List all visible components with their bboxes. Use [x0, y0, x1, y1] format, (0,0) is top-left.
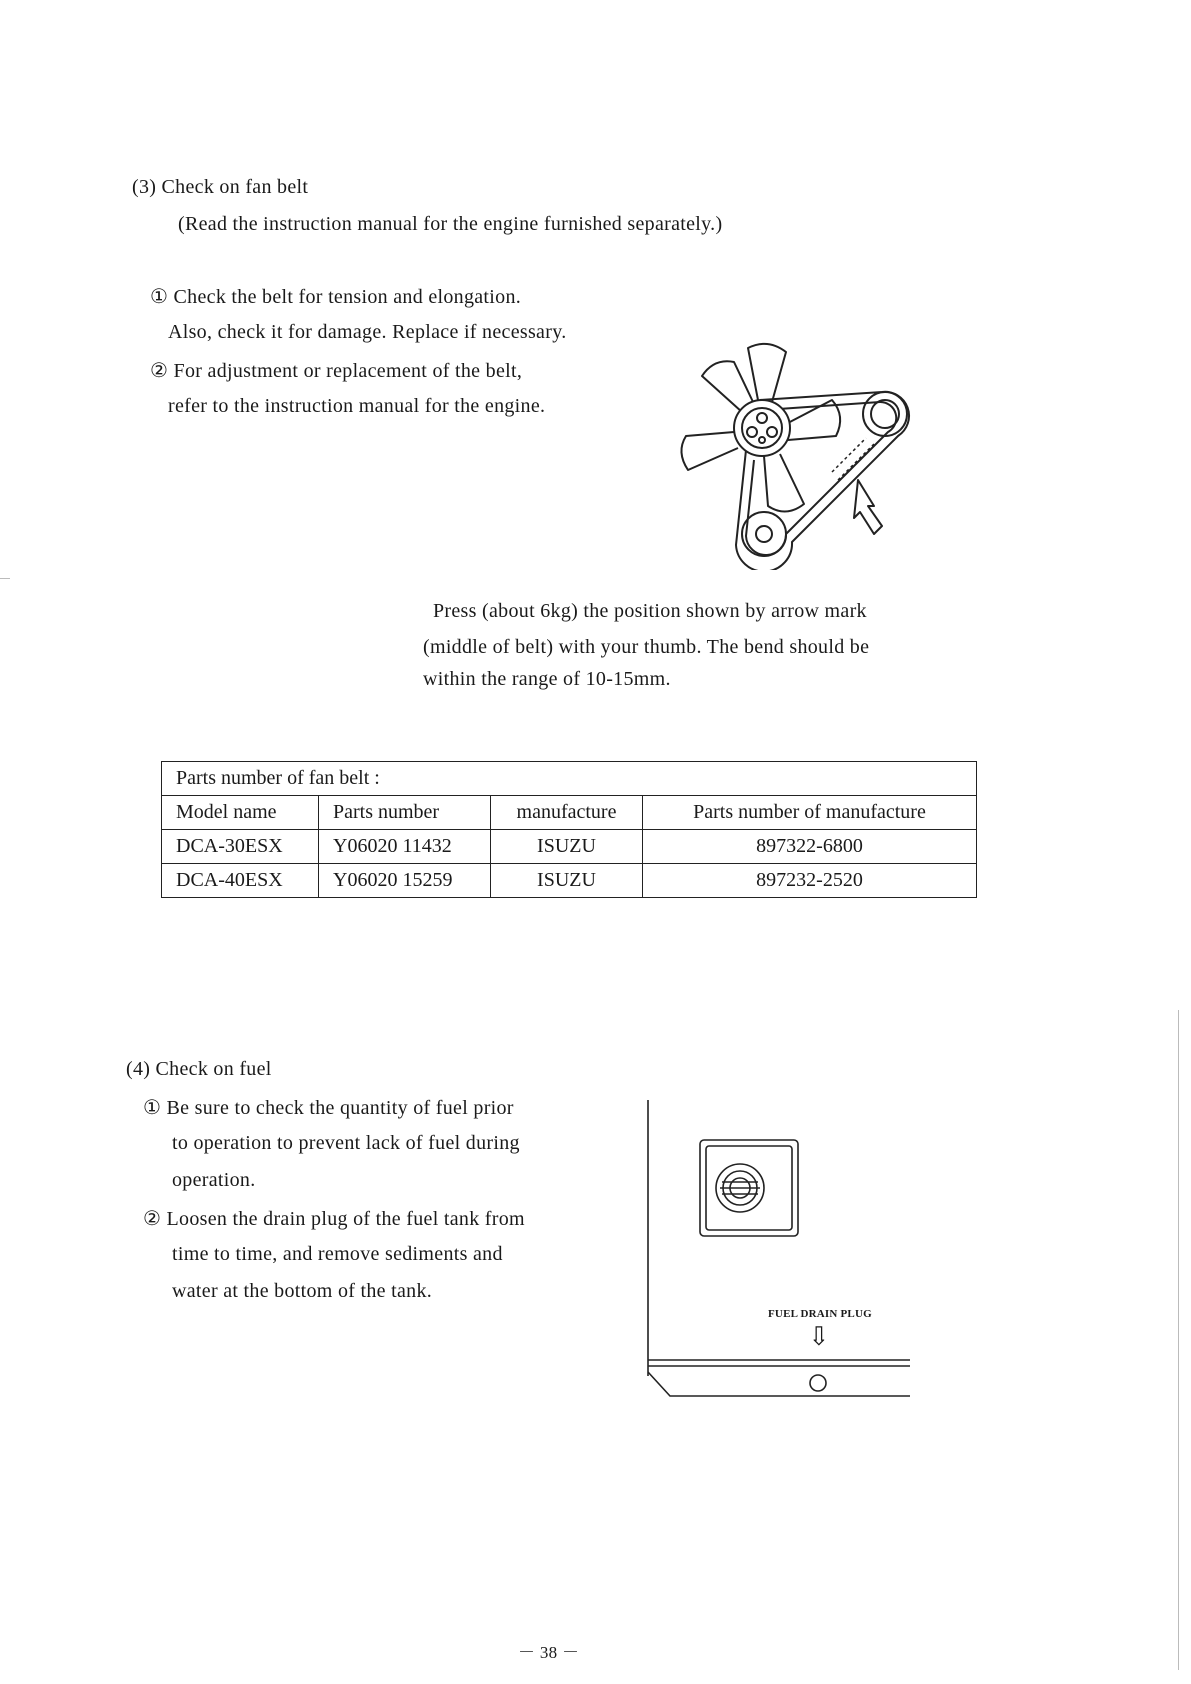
- cell-manufacture: ISUZU: [491, 830, 643, 864]
- table-header-row: [162, 796, 977, 830]
- fuel-item-2-line-3: water at the bottom of the tank.: [172, 1280, 433, 1302]
- cell-manufacture: ISUZU: [491, 864, 643, 898]
- fuel-drain-plug-label: FUEL DRAIN PLUG: [768, 1308, 872, 1320]
- section-3-note: (Read the instruction manual for the engine furnished separately.): [178, 213, 723, 235]
- item-1-line-1: ① Check the belt for tension and elongation.: [150, 286, 522, 308]
- scan-edge-line: [1178, 1010, 1179, 1670]
- cell-parts-number: Y06020 15259: [319, 864, 491, 898]
- fuel-tank-illustration: [640, 1098, 915, 1410]
- press-line-3: within the range of 10-15mm.: [423, 668, 671, 690]
- item-2-line-1: ② For adjustment or replacement of the belt,: [150, 360, 523, 382]
- cell-manufacture-parts-number: 897322-6800: [643, 830, 977, 864]
- header-parts-number: Parts number: [319, 796, 491, 830]
- cell-model: DCA-40ESX: [162, 864, 319, 898]
- section-3-heading: (3) Check on fan belt: [132, 176, 309, 198]
- fuel-item-1-line-1: ① Be sure to check the quantity of fuel prior: [143, 1097, 514, 1119]
- header-manufacture: manufacture: [491, 796, 643, 830]
- press-line-2: (middle of belt) with your thumb. The bend should be: [423, 636, 870, 658]
- item-2-line-2: refer to the instruction manual for the engine.: [168, 395, 546, 417]
- table-row: [162, 864, 977, 898]
- fuel-item-2-line-2: time to time, and remove sediments and: [172, 1243, 503, 1265]
- cell-parts-number: Y06020 11432: [319, 830, 491, 864]
- fuel-item-2-line-1: ② Loosen the drain plug of the fuel tank from: [143, 1208, 525, 1230]
- table-title: Parts number of fan belt :: [162, 762, 977, 796]
- fan-belt-parts-table: [161, 761, 977, 898]
- fan-belt-illustration: [660, 340, 920, 570]
- press-line-1: Press (about 6kg) the position shown by arrow mark: [433, 600, 867, 622]
- table-title-row: [162, 762, 977, 796]
- cell-manufacture-parts-number: 897232-2520: [643, 864, 977, 898]
- header-manufacture-parts-number: Parts number of manufacture: [643, 796, 977, 830]
- section-4-heading: (4) Check on fuel: [126, 1058, 272, 1080]
- fuel-item-1-line-2: to operation to prevent lack of fuel during: [172, 1132, 520, 1154]
- cell-model: DCA-30ESX: [162, 830, 319, 864]
- page-number: － 38 －: [518, 1643, 580, 1662]
- down-arrow-icon: ⇩: [808, 1322, 830, 1351]
- scan-edge-mark: [0, 578, 10, 579]
- header-model-name: Model name: [162, 796, 319, 830]
- table-row: [162, 830, 977, 864]
- fuel-item-1-line-3: operation.: [172, 1169, 256, 1191]
- item-1-line-2: Also, check it for damage. Replace if necessary.: [168, 321, 567, 343]
